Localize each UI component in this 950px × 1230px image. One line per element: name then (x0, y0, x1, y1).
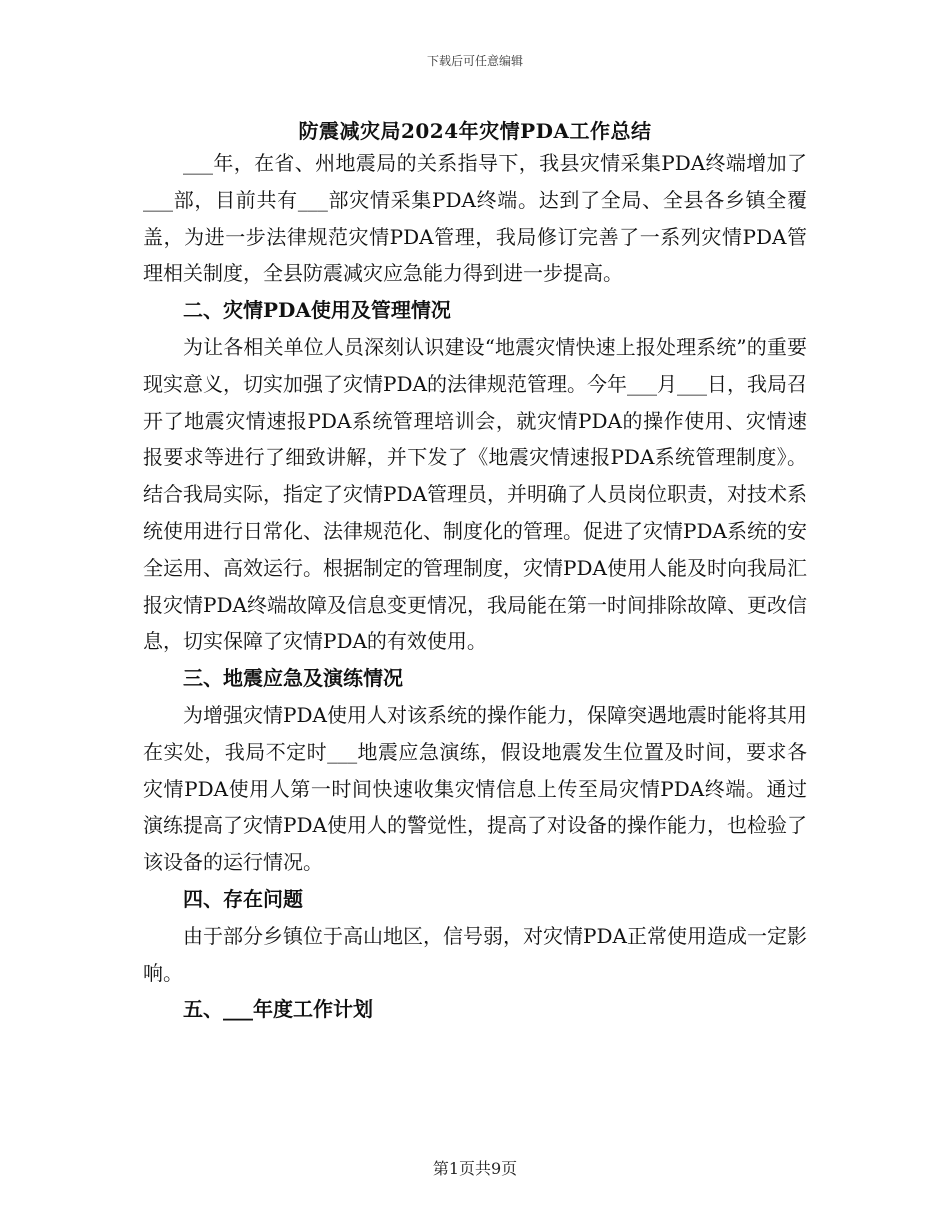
section-heading-2: 二、灾情PDA使用及管理情况 (183, 298, 451, 323)
document-body (143, 145, 807, 1028)
section-heading-5: 五、___年度工作计划 (183, 997, 373, 1022)
paragraph-pda-management: 为让各相关单位人员深刻认识建设“地震灾情快速上报处理系统”的重要现实意义，切实加强了灾情PDA的法律规范管理。今年___月___日，我局召开了地震灾情速报PDA系统管理培训会，就灾情PDA的操作使用、灾情速报要求等进行了细致讲解，并下发了《地震灾情速报PDA系统管理制度》。结合我局实际，指定了灾情PDA管理员，并明确了人员岗位职责，对技术系统使用进行日常化、法律规范化、制度化的管理。促进了灾情PDA系统的安全运用、高效运行。根据制定的管理制度，灾情PDA使用人能及时向我局汇报灾情PDA终端故障及信息变更情况，我局能在第一时间排除故障、更改信息，切实保障了灾情PDA的有效使用。 (143, 334, 807, 654)
section-heading-4: 四、存在问题 (183, 886, 303, 911)
document-title: 防震减灾局2024年灾情PDA工作总结 (298, 119, 652, 143)
paragraph-problems: 由于部分乡镇位于高山地区，信号弱，对灾情PDA正常使用造成一定影响。 (143, 923, 807, 985)
page-header: 下载后可任意编辑 (426, 54, 523, 68)
page-number: 第1页共9页 (432, 1159, 518, 1178)
paragraph-intro: ___年，在省、州地震局的关系指导下，我县灾情采集PDA终端增加了___部，目前共有___部灾情采集PDA终端。达到了全局、全县各乡镇全覆盖，为进一步法律规范灾情PDA管理，我局修订完善了一系列灾情PDA管理相关制度，全县防震减灾应急能力得到进一步提高。 (143, 151, 807, 286)
section-heading-3: 三、地震应急及演练情况 (183, 666, 403, 691)
paragraph-drills: 为增强灾情PDA使用人对该系统的操作能力，保障突遇地震时能将其用在实处，我局不定时___地震应急演练，假设地震发生位置及时间，要求各灾情PDA使用人第一时间快速收集灾情信息上传至局灾情PDA终端。通过演练提高了灾情PDA使用人的警觉性，提高了对设备的操作能力，也检验了该设备的运行情况。 (143, 702, 807, 875)
